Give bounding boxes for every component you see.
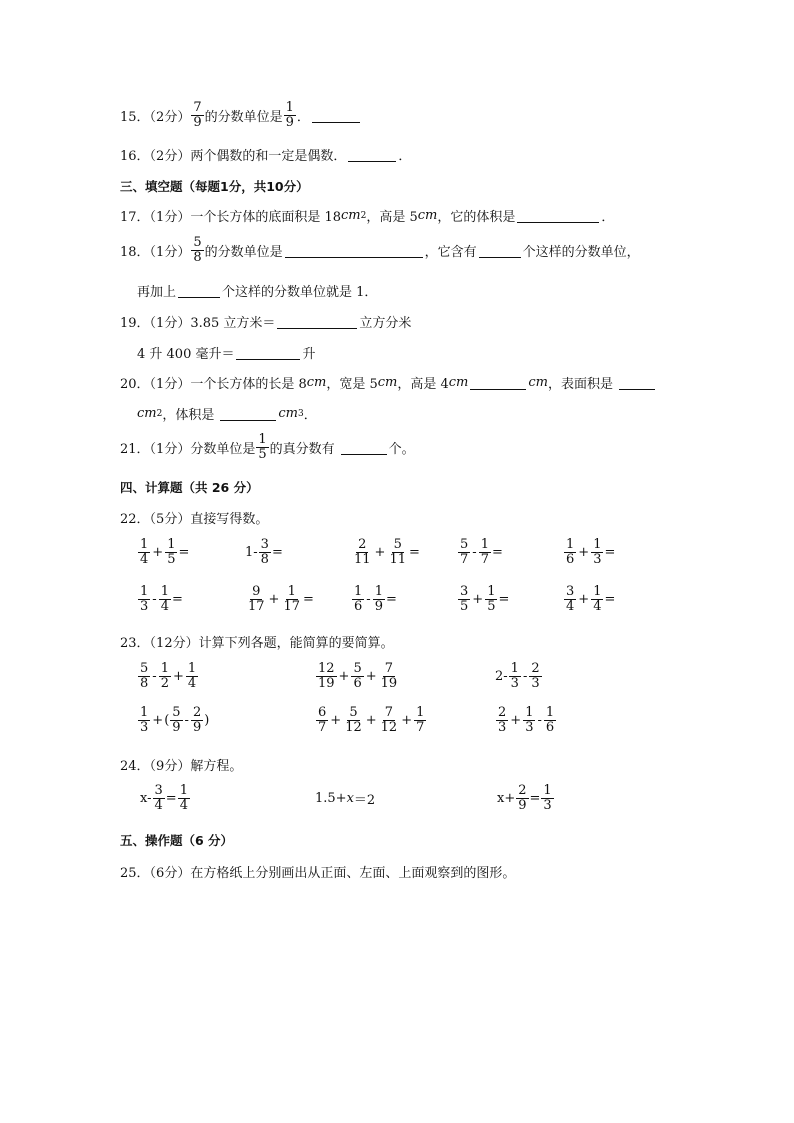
question-24-title: 24．（9分）解方程。 [120, 759, 243, 774]
section-4-heading: 四、计算题（共 26 分） [120, 480, 259, 495]
question-19-line2: 4 升 400 毫升＝ 升 [137, 347, 316, 362]
answer-blank[interactable] [470, 375, 526, 390]
question-23-title: 23．（12分）计算下列各题，能简算的要简算。 [120, 636, 394, 651]
question-21: 21．（1分）分数单位是 $\frac{1}{5}$ 的真分数有 个。 [120, 432, 415, 462]
question-17: 17．（1分）一个长方体的底面积是 18 cm 2 ，高是 5 cm ，它的体积是 ． [120, 208, 615, 225]
question-15: 15．（2分） $\frac{7}{9}$ 的分数单位是 $\frac{1}{9}$ ． [120, 101, 362, 129]
answer-blank[interactable] [312, 108, 360, 123]
expression: $\frac{3}{4}$ + $\frac{1}{4}$ = [566, 584, 616, 614]
q22-row-2 [137, 585, 643, 613]
fraction: $\frac{1}{9}$ [285, 100, 294, 130]
answer-blank[interactable] [479, 243, 521, 258]
fraction: $\frac{5}{8}$ [193, 235, 202, 265]
expression: $\frac{5}{7}$ - $\frac{1}{7}$ = [460, 537, 503, 567]
section-3-heading: 三、填空题（每题1分，共10分） [120, 179, 309, 194]
question-18-line2: 再加上 个这样的分数单位就是 1． [137, 285, 378, 300]
answer-blank[interactable] [285, 243, 423, 258]
equation: x- $\frac{3}{4}$ = $\frac{1}{4}$ [140, 783, 188, 813]
answer-blank[interactable] [341, 440, 387, 455]
question-20: 20．（1分）一个长方体的长是 8 cm ，宽是 5 cm ，高是 4 cm cm ，表面积是 [120, 373, 657, 392]
expression: $\frac{1}{3}$ + ( $\frac{5}{9}$ - $\frac{2}{9}$ ) [140, 705, 210, 735]
q22-row-1 [137, 538, 643, 566]
answer-blank[interactable] [517, 208, 599, 223]
question-19: 19．（1分）3.85 立方米＝ 立方分米 [120, 316, 412, 331]
expression: $\frac{1}{4}$ + $\frac{1}{5}$ = [140, 537, 190, 567]
expression: $\frac{1}{3}$ - $\frac{1}{4}$ = [140, 584, 183, 614]
fraction: $\frac{7}{9}$ [193, 100, 202, 130]
expression: $\frac{2}{11}$ + $\frac{5}{11}$ = [354, 537, 420, 567]
q23-row-1 [137, 662, 595, 690]
answer-blank[interactable] [178, 283, 220, 298]
expression: 2- $\frac{1}{3}$ - $\frac{2}{3}$ [495, 661, 540, 691]
expression: $\frac{6}{7}$ + $\frac{5}{12}$ + $\frac{7}{12}$ + $\frac{1}{7}$ [318, 705, 425, 735]
question-20-line2: cm 2 ，体积是 cm 3 ． [137, 406, 317, 423]
expression: $\frac{12}{19}$ + $\frac{5}{6}$ + $\frac{7}{19}$ [318, 661, 398, 691]
equation: 1.5+ x ＝2 [315, 790, 376, 808]
fraction: $\frac{1}{5}$ [258, 432, 267, 462]
expression: $\frac{9}{17}$ + $\frac{1}{17}$ = [248, 584, 314, 614]
answer-blank[interactable] [277, 314, 357, 329]
equation: x+ $\frac{2}{9}$ = $\frac{1}{3}$ [497, 783, 552, 813]
expression: $\frac{3}{5}$ + $\frac{1}{5}$ = [460, 584, 510, 614]
section-5-heading: 五、操作题（6 分） [120, 833, 234, 848]
expression: $\frac{5}{8}$ - $\frac{1}{2}$ + $\frac{1}{4}$ [140, 661, 197, 691]
expression: $\frac{1}{6}$ + $\frac{1}{3}$ = [566, 537, 616, 567]
expression: $\frac{1}{6}$ - $\frac{1}{9}$ = [354, 584, 397, 614]
expression: 1- $\frac{3}{8}$ = [245, 537, 283, 567]
answer-blank[interactable] [348, 147, 396, 162]
question-16: 16．（2分）两个偶数的和一定是偶数． ． [120, 149, 412, 164]
expression: $\frac{2}{3}$ + $\frac{1}{3}$ - $\frac{1}{6}$ [498, 705, 555, 735]
answer-blank[interactable] [619, 375, 655, 390]
question-18: 18．（1分） $\frac{5}{8}$ 的分数单位是 ，它含有 个这样的分数单位， [120, 235, 640, 265]
question-22-title: 22．（5分）直接写得数。 [120, 512, 269, 527]
answer-blank[interactable] [220, 406, 276, 421]
q24-equations [140, 784, 597, 812]
answer-blank[interactable] [236, 345, 300, 360]
question-25: 25．（6分）在方格纸上分别画出从正面、左面、上面观察到的图形。 [120, 866, 516, 881]
q23-row-2 [137, 706, 595, 734]
